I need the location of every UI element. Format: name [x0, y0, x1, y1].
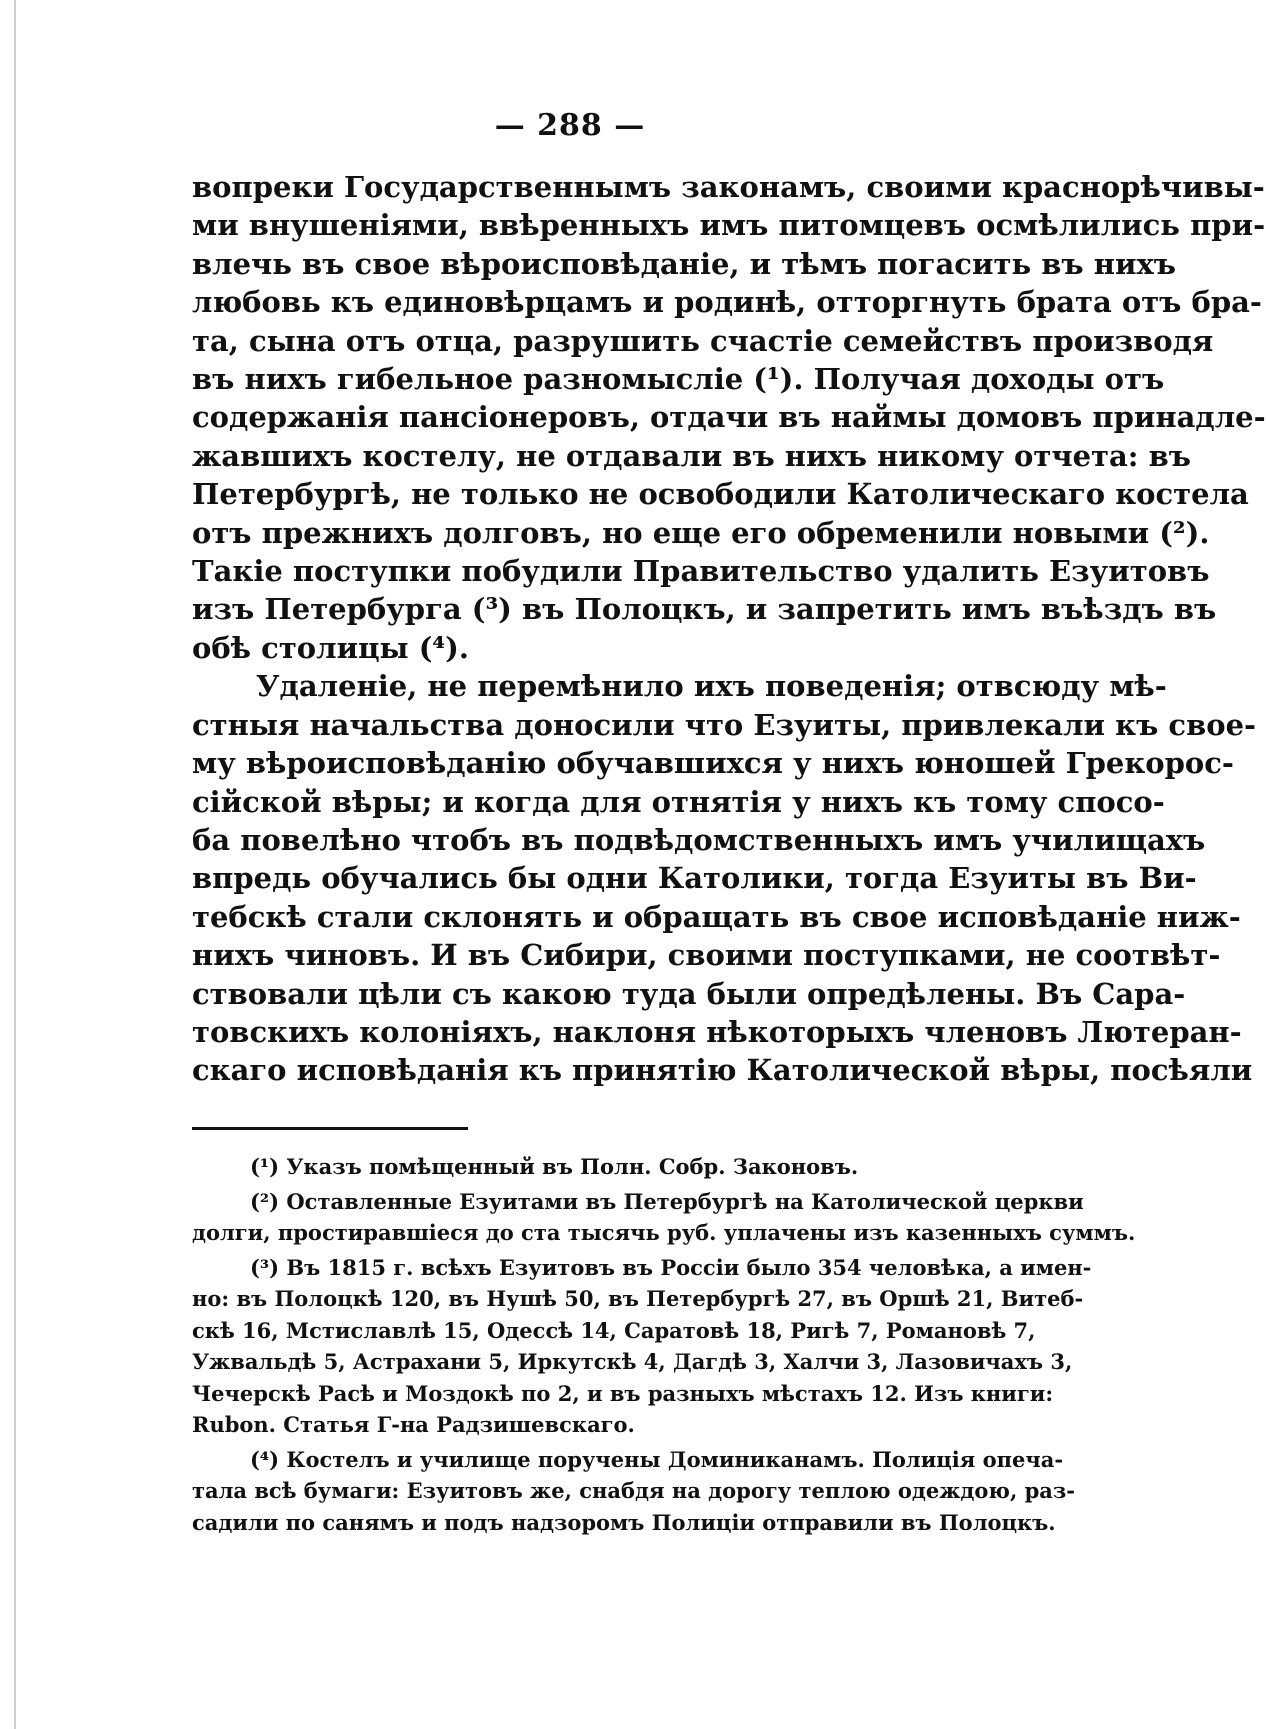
body-line: нихъ чиновъ. И въ Сибири, своими поступками, не соотвѣт- — [192, 938, 1221, 973]
body-line: му вѣроисповѣданію обучавшихся у нихъ юношей Грекорос- — [192, 746, 1234, 781]
body-line: отъ прежнихъ долговъ, но еще его обременили новыми (²). — [192, 515, 1210, 550]
footnote-line: скѣ 16, Мстиславлѣ 15, Одессѣ 14, Саратовѣ 18, Ригѣ 7, Романовѣ 7, — [192, 1317, 1036, 1343]
body-line: обѣ столицы (⁴). — [192, 630, 469, 665]
footnote-line: Rubon. Статья Г-на Радзишевскаго. — [192, 1412, 635, 1437]
footnote-line: (²) Оставленные Езуитами въ Петербургѣ на Католической церкви — [250, 1188, 1084, 1214]
footnote-2 — [192, 1186, 1136, 1249]
footnote-line: но: въ Полоцкѣ 120, въ Нушѣ 50, въ Петербургѣ 27, въ Оршѣ 21, Витеб- — [192, 1286, 1084, 1311]
body-line: ми внушеніями, ввѣренныхъ имъ питомцевъ осмѣлились при- — [192, 208, 1266, 243]
body-line: въ нихъ гибельное разномысліе (¹). Получая доходы отъ — [192, 362, 1165, 397]
footnotes — [192, 1151, 1136, 1541]
body-line: ба повелѣно чтобъ въ подвѣдомственныхъ имъ училищахъ — [192, 822, 1206, 857]
footnote-line: (³) Въ 1815 г. всѣхъ Езуитовъ въ Россіи было 354 человѣка, а имен- — [250, 1254, 1092, 1280]
body-line: влечь въ свое вѣроисповѣданіе, и тѣмъ погасить въ нихъ — [192, 246, 1176, 281]
page-number: — 288 — — [494, 108, 646, 143]
body-line: сійской вѣры; и когда для отнятія у нихъ къ тому спосо- — [192, 784, 1165, 819]
body-line: впредь обучались бы одни Католики, тогда Езуиты въ Ви- — [192, 861, 1197, 896]
footnote-separator — [192, 1127, 468, 1130]
footnote-line: (⁴) Костелъ и училище поручены Доминиканамъ. Полиція опеча- — [250, 1446, 1064, 1472]
body-line: товскихъ колоніяхъ, наклоня нѣкоторыхъ членовъ Лютеран- — [192, 1014, 1242, 1049]
body-line: Удаленіе, не перемѣнило ихъ поведенія; отвсюду мѣ- — [256, 669, 1167, 704]
body-line: содержанія пансіонеровъ, отдачи въ наймы домовъ принадле- — [192, 400, 1266, 435]
footnote-3 — [192, 1252, 1092, 1441]
body-line: Петербургѣ, не только не освободили Католическаго костела — [192, 477, 1249, 512]
footnote-line: тала всѣ бумаги: Езуитовъ же, снабдя на дорогу теплою одеждою, раз- — [192, 1478, 1075, 1503]
body-line: ствовали цѣли съ какою туда были опредѣлены. Въ Сара- — [192, 976, 1186, 1011]
body-line: скаго исповѣданія къ принятію Католической вѣры, посѣяли — [192, 1053, 1253, 1088]
body-line: вопреки Государственнымъ законамъ, своими краснорѣчивы- — [192, 170, 1265, 204]
body-line: Такіе поступки побудили Правительство удалить Езуитовъ — [192, 554, 1210, 589]
body-text — [192, 168, 1266, 1090]
body-line: жавшихъ костелу, не отдавали въ нихъ никому отчета: въ — [192, 438, 1191, 473]
footnote-line: садили по санямъ и подъ надзоромъ Полиціи отправили въ Полоцкъ. — [192, 1509, 1056, 1535]
body-line: любовь къ единовѣрцамъ и родинѣ, отторгнуть брата отъ бра- — [192, 285, 1262, 320]
body-line: тебскѣ стали склонять и обращать въ свое исповѣданіе ниж- — [192, 899, 1241, 934]
footnote-line: Ужвальдѣ 5, Астрахани 5, Иркутскѣ 4, Дагдѣ 3, Халчи 3, Лазовичахъ 3, — [192, 1349, 1073, 1374]
body-line: стныя начальства доносили что Езуиты, привлекали къ свое- — [192, 707, 1257, 742]
footnote-line: (¹) Указъ помѣщенный въ Полн. Собр. Законовъ. — [250, 1154, 859, 1179]
body-line: изъ Петербурга (³) въ Полоцкъ, и запретить имъ въѣздъ въ — [192, 592, 1217, 627]
page-binding-edge — [14, 0, 16, 1729]
footnote-1 — [192, 1151, 1030, 1183]
footnote-line: Чечерскѣ Расѣ и Моздокѣ по 2, и въ разныхъ мѣстахъ 12. Изъ книги: — [192, 1380, 1054, 1406]
footnote-4 — [192, 1444, 1075, 1539]
footnote-line: долги, простиравшіеся до ста тысячь руб. уплачены изъ казенныхъ суммъ. — [192, 1220, 1136, 1245]
body-line: та, сына отъ отца, разрушить счастіе семействъ производя — [192, 323, 1214, 358]
